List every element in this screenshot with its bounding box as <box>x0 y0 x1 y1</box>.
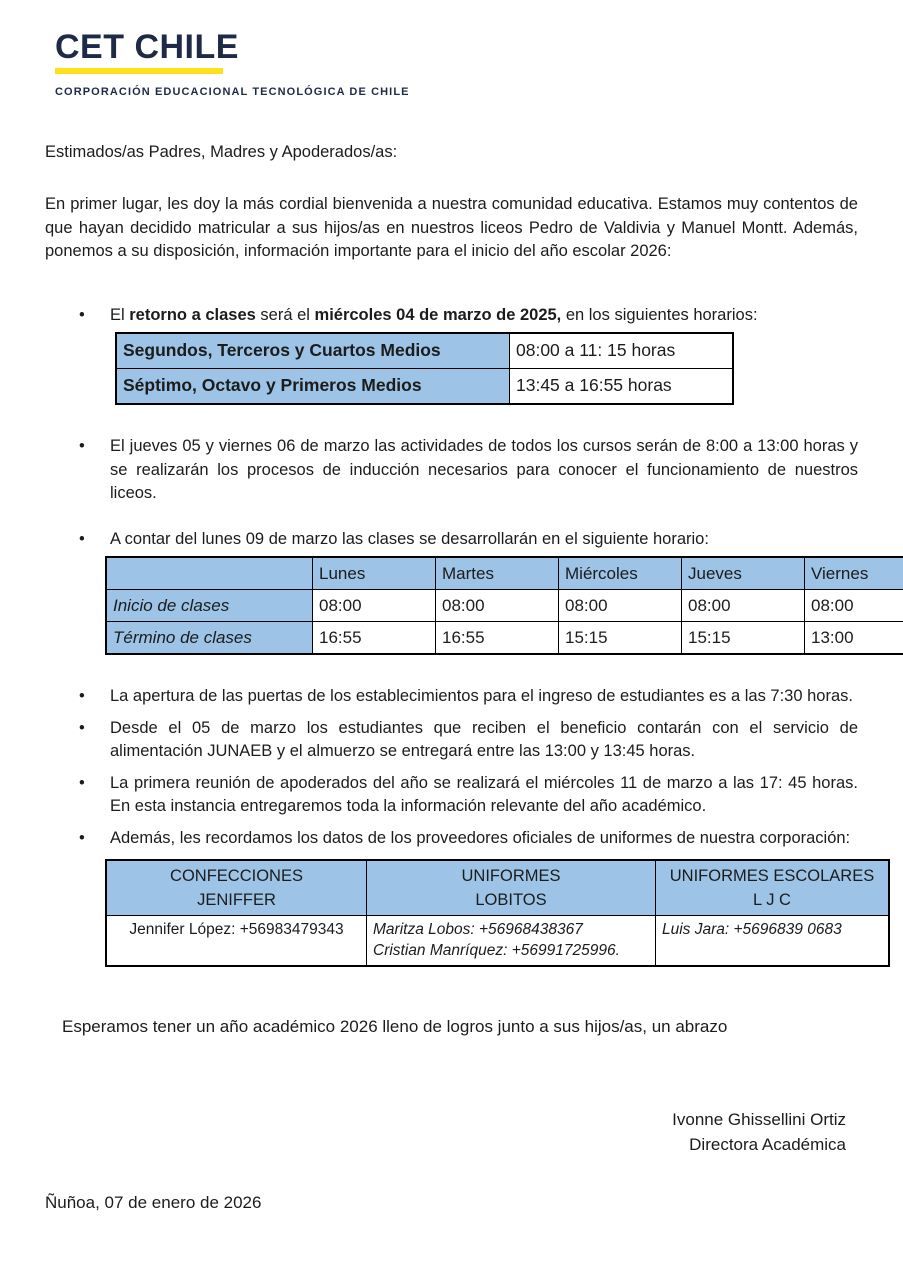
provider-header-jeniffer-line2: JENIFFER <box>197 891 276 909</box>
providers-table <box>105 859 890 967</box>
closing-line: Esperamos tener un año académico 2026 lleno de logros junto a sus hijos/as, un abrazo <box>62 1017 728 1036</box>
provider-contact-lobitos <box>367 916 656 967</box>
bullet-induccion: • El jueves 05 y viernes 06 de marzo las actividades de todos los cursos serán de 8:00 a 13:00 horas y se realizarán los procesos de inducción necesarios para conocer el funcionamiento de nuestros liceos. <box>45 435 858 506</box>
bullet-retorno-post: en los siguientes horarios: <box>561 305 758 324</box>
table-row <box>106 590 903 622</box>
greeting-line: Estimados/as Padres, Madres y Apoderados/as: <box>45 142 398 161</box>
provider-contact-ljc-line1: Luis Jara: +5696839 0683 <box>662 921 842 938</box>
week-row1-miercoles: 08:00 <box>559 590 682 622</box>
date-line: Ñuñoa, 07 de enero de 2026 <box>45 1192 262 1212</box>
week-header-lunes: Lunes <box>313 557 436 590</box>
week-row2-lunes: 16:55 <box>313 622 436 655</box>
provider-contact-jeniffer <box>106 916 367 967</box>
return-row2-group: Séptimo, Octavo y Primeros Medios <box>116 369 510 405</box>
provider-header-lobitos-line1: UNIFORMES <box>461 867 561 885</box>
provider-header-ljc <box>656 860 890 916</box>
bullet-horario: • A contar del lunes 09 de marzo las clases se desarrollarán en el siguiente horario: <box>45 528 858 552</box>
return-row1-group: Segundos, Terceros y Cuartos Medios <box>116 333 510 369</box>
provider-header-lobitos-line2: LOBITOS <box>475 891 547 909</box>
table-row <box>116 333 733 369</box>
provider-header-ljc-line2: L J C <box>753 891 791 909</box>
week-row2-label: Término de clases <box>106 622 313 655</box>
bullet-retorno-bold2: miércoles 04 de marzo de 2025, <box>314 305 562 324</box>
bullet-retorno-mid: será el <box>255 305 315 324</box>
logo-yellow-underline <box>55 68 223 74</box>
bullet-apertura-puertas: • La apertura de las puertas de los establecimientos para el ingreso de estudiantes es a las 7:30 horas. <box>45 685 858 709</box>
table-row <box>106 916 889 967</box>
week-row2-martes: 16:55 <box>436 622 559 655</box>
provider-header-jeniffer-line1: CONFECCIONES <box>170 867 303 885</box>
week-row1-label: Inicio de clases <box>106 590 313 622</box>
provider-header-jeniffer <box>106 860 367 916</box>
bullet-retorno-bold1: retorno a clases <box>129 305 256 324</box>
provider-contact-jeniffer-line1: Jennifer López: +56983479343 <box>129 921 344 938</box>
provider-header-ljc-line1: UNIFORMES ESCOLARES <box>669 867 875 885</box>
week-header-viernes: Viernes <box>805 557 903 590</box>
week-header-miercoles: Miércoles <box>559 557 682 590</box>
provider-contact-lobitos-line1: Maritza Lobos: +56968438367 <box>373 921 583 938</box>
week-header-jueves: Jueves <box>682 557 805 590</box>
week-corner-cell <box>106 557 313 590</box>
table-row <box>116 369 733 405</box>
week-row1-jueves: 08:00 <box>682 590 805 622</box>
signature-name: Ivonne Ghissellini Ortiz <box>672 1109 846 1129</box>
provider-contact-ljc <box>656 916 890 967</box>
info-bullet-list <box>45 685 858 850</box>
provider-header-lobitos <box>367 860 656 916</box>
cet-chile-logo <box>55 28 858 105</box>
return-row1-time: 08:00 a 11: 15 horas <box>510 333 734 369</box>
week-row1-lunes: 08:00 <box>313 590 436 622</box>
return-row2-time: 13:45 a 16:55 horas <box>510 369 734 405</box>
logo-title: CET CHILE <box>55 28 239 66</box>
table-row <box>106 622 903 655</box>
logo-subtitle: CORPORACIÓN EDUCACIONAL TECNOLÓGICA DE CHILE <box>55 86 410 98</box>
bullet-reunion-apoderados: • La primera reunión de apoderados del año se realizará el miércoles 11 de marzo a las 17: 45 horas. En esta instancia entregaremos toda la información relevante del año académico. <box>45 772 858 819</box>
week-row1-viernes: 08:00 <box>805 590 903 622</box>
return-schedule-table <box>115 332 734 405</box>
week-row2-miercoles: 15:15 <box>559 622 682 655</box>
bullet-retorno-pre: El <box>110 305 130 324</box>
provider-contact-lobitos-line2: Cristian Manríquez: +56991725996. <box>373 942 620 959</box>
table-row <box>106 860 889 916</box>
week-header-martes: Martes <box>436 557 559 590</box>
bullet-junaeb: • Desde el 05 de marzo los estudiantes que reciben el beneficio contarán con el servicio de alimentación JUNAEB y el almuerzo se entregará entre las 13:00 y 13:45 horas. <box>45 717 858 764</box>
table-row <box>106 557 903 590</box>
bullet-proveedores: • Además, les recordamos los datos de los proveedores oficiales de uniformes de nuestra corporación: <box>45 827 858 851</box>
week-row2-viernes: 13:00 <box>805 622 903 655</box>
bullet-retorno-clases <box>45 304 858 328</box>
week-row2-jueves: 15:15 <box>682 622 805 655</box>
week-row1-martes: 08:00 <box>436 590 559 622</box>
weekly-schedule-table <box>105 556 903 655</box>
signature-block <box>45 1107 858 1157</box>
signature-title: Directora Académica <box>689 1134 846 1154</box>
intro-paragraph: En primer lugar, les doy la más cordial bienvenida a nuestra comunidad educativa. Estamos muy contentos de que hayan decidido matricular a sus hijos/as en nuestros liceos Pedro de Valdivia y Manuel Montt. Además, ponemos a su disposición, información importante para el inicio del año escolar 2026: <box>45 195 858 260</box>
